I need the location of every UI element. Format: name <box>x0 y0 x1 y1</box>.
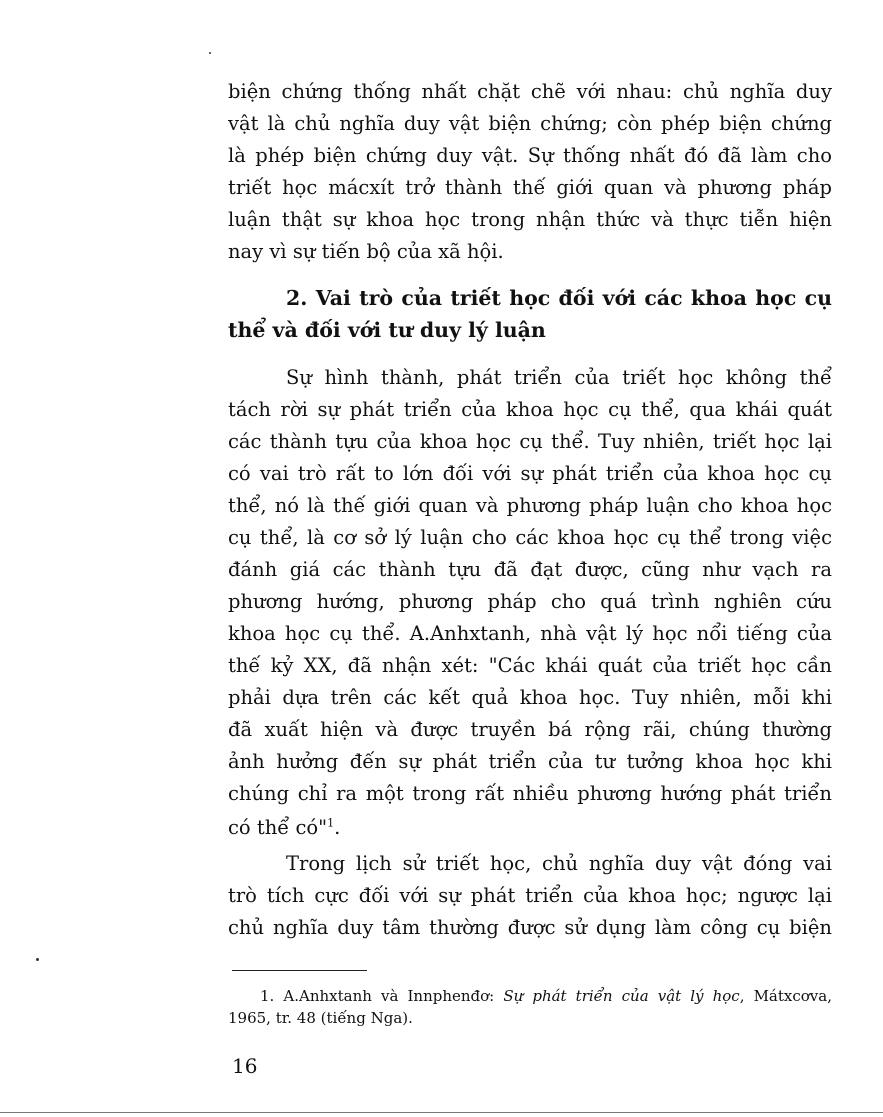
body-text-line: nay vì sự tiến bộ của xã hội. <box>228 240 504 263</box>
footnote-line <box>260 984 832 1008</box>
body-text-line: chủ nghĩa duy tâm thường được sử dụng làm công cụ biện <box>228 916 832 939</box>
body-text-line: thế kỷ XX, đã nhận xét: "Các khái quát của triết học cần <box>228 654 832 677</box>
body-text-line: phải dựa trên các kết quả khoa học. Tuy nhiên, mỗi khi <box>228 686 832 709</box>
body-text-line: khoa học cụ thể. A.Anhxtanh, nhà vật lý học nổi tiếng của <box>228 622 832 645</box>
footnote-separator <box>232 970 367 971</box>
body-text-line: Trong lịch sử triết học, chủ nghĩa duy vật đóng vai <box>286 852 832 875</box>
body-text-line: thể, nó là thế giới quan và phương pháp luận cho khoa học <box>228 494 832 517</box>
body-text-line: trò tích cực đối với sự phát triển của khoa học; ngược lại <box>228 884 832 907</box>
body-text-line: có vai trò rất to lớn đối với sự phát triển của khoa học cụ <box>228 462 832 485</box>
section-heading: 2. Vai trò của triết học đối với các khoa học cụ <box>286 286 832 310</box>
body-text-line: Sự hình thành, phát triển của triết học không thể <box>286 366 832 389</box>
footnote-line: 1965, tr. 48 (tiếng Nga). <box>228 1009 413 1027</box>
section-heading: thể và đối với tư duy lý luận <box>228 318 546 342</box>
body-text-line: luận thật sự khoa học trong nhận thức và thực tiễn hiện <box>228 208 832 231</box>
body-text-line: cụ thể, là cơ sở lý luận cho các khoa học cụ thể trong việc <box>228 526 832 549</box>
page-number: 16 <box>232 1054 258 1078</box>
body-text-fragment: có thể có" <box>228 816 328 839</box>
body-text-line: triết học mácxít trở thành thế giới quan và phương pháp <box>228 176 832 199</box>
page-edge <box>0 1112 883 1113</box>
footnote-title: Sự phát triển của vật lý học <box>503 987 740 1005</box>
body-text-line: có thể có"$^1$. <box>228 816 341 839</box>
footnote-number: 1. <box>260 987 275 1005</box>
body-text-line: phương hướng, phương pháp cho quá trình nghiên cứu <box>228 590 832 613</box>
footnote-reference: 1 <box>327 816 335 830</box>
body-text-line: chúng chỉ ra một trong rất nhiều phương hướng phát triển <box>228 782 832 805</box>
body-text-line: đánh giá các thành tựu đã đạt được, cũng như vạch ra <box>228 558 832 581</box>
footnote-author: A.Anhxtanh và Innphenđơ: <box>283 987 495 1005</box>
body-text-line: đã xuất hiện và được truyền bá rộng rãi, chúng thường <box>228 718 832 741</box>
body-text-line: vật là chủ nghĩa duy vật biện chứng; còn phép biện chứng <box>228 112 832 135</box>
scan-speck <box>36 958 39 961</box>
body-text-line: ảnh hưởng đến sự phát triển của tư tưởng khoa học khi <box>228 750 832 773</box>
scan-speck <box>209 52 211 54</box>
body-text-line: tách rời sự phát triển của khoa học cụ thể, qua khái quát <box>228 398 832 421</box>
footnote-rest: , Mátxcơva, <box>739 987 832 1005</box>
body-text-line: các thành tựu của khoa học cụ thể. Tuy nhiên, triết học lại <box>228 430 832 453</box>
body-text-line: là phép biện chứng duy vật. Sự thống nhất đó đã làm cho <box>228 144 832 167</box>
body-text-line: biện chứng thống nhất chặt chẽ với nhau: chủ nghĩa duy <box>228 80 832 103</box>
